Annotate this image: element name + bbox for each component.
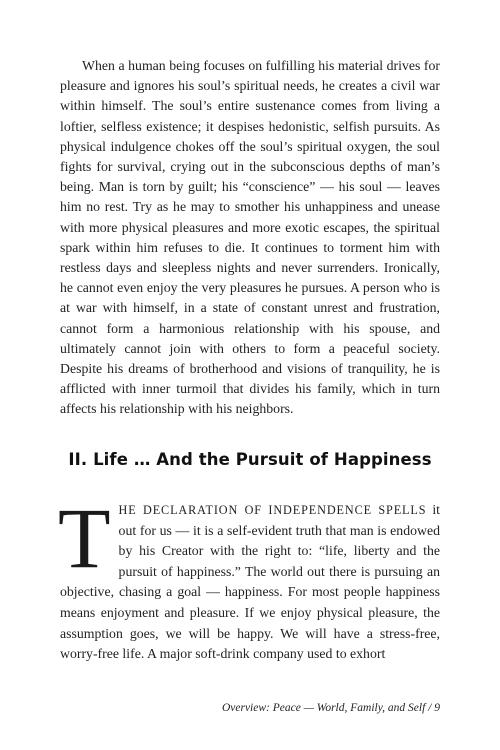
section-heading: II. Life … And the Pursuit of Happiness <box>68 450 432 469</box>
small-caps-lead: HE DECLARATION OF INDEPENDENCE SPELLS <box>118 503 427 517</box>
body-paragraph: When a human being focuses on fulfilling his material drives for pleasure and ignores his soul’s spiritual needs, he creates a civil war within himself. The soul’s entire sustenance comes from living a loftier, selfless existence; it despises hedonistic, selfish pursuits. As physical indulgence chokes off the soul’s spiritual oxygen, the soul fights for survival, crying out in the subconscious depths of man’s being. Man is torn by guilt; his “conscience” — his soul — leaves him no rest. Try as he may to smother his unhappiness and unease with more physical pleasures and more exotic escapes, the spiritual spark within him refuses to die. It continues to torment him with restless days and sleepless nights and never surrenders. Ironically, he cannot even enjoy the very pleasures he pursues. A person who is at war with himself, in a state of constant unrest and frustration, cannot form a harmonious relationship with his spouse, and ultimately cannot join with others to form a peaceful society. Despite his dreams of brotherhood and visions of tranquility, he is afflicted with inner turmoil that divides his family, which in turn affects his relationship with his neighbors. <box>60 58 440 417</box>
section-body-text: it out for us — it is a self-evident truth that man is endowed by his Creator with the right to: “life, liberty and the pursuit of happiness.” The world out there is pursuing an objective, chasing a goal — happiness. For most people happiness means enjoyment and pleasure. If we enjoy physical pleasure, the assumption goes, we will be happy. We will have a stress-free, worry-free life. A major soft-drink company used to exhort <box>60 502 440 662</box>
running-footer: Overview: Peace — World, Family, and Self / 9 <box>221 702 440 714</box>
section-opening-paragraph <box>58 490 440 665</box>
drop-cap-letter: T <box>58 490 111 586</box>
